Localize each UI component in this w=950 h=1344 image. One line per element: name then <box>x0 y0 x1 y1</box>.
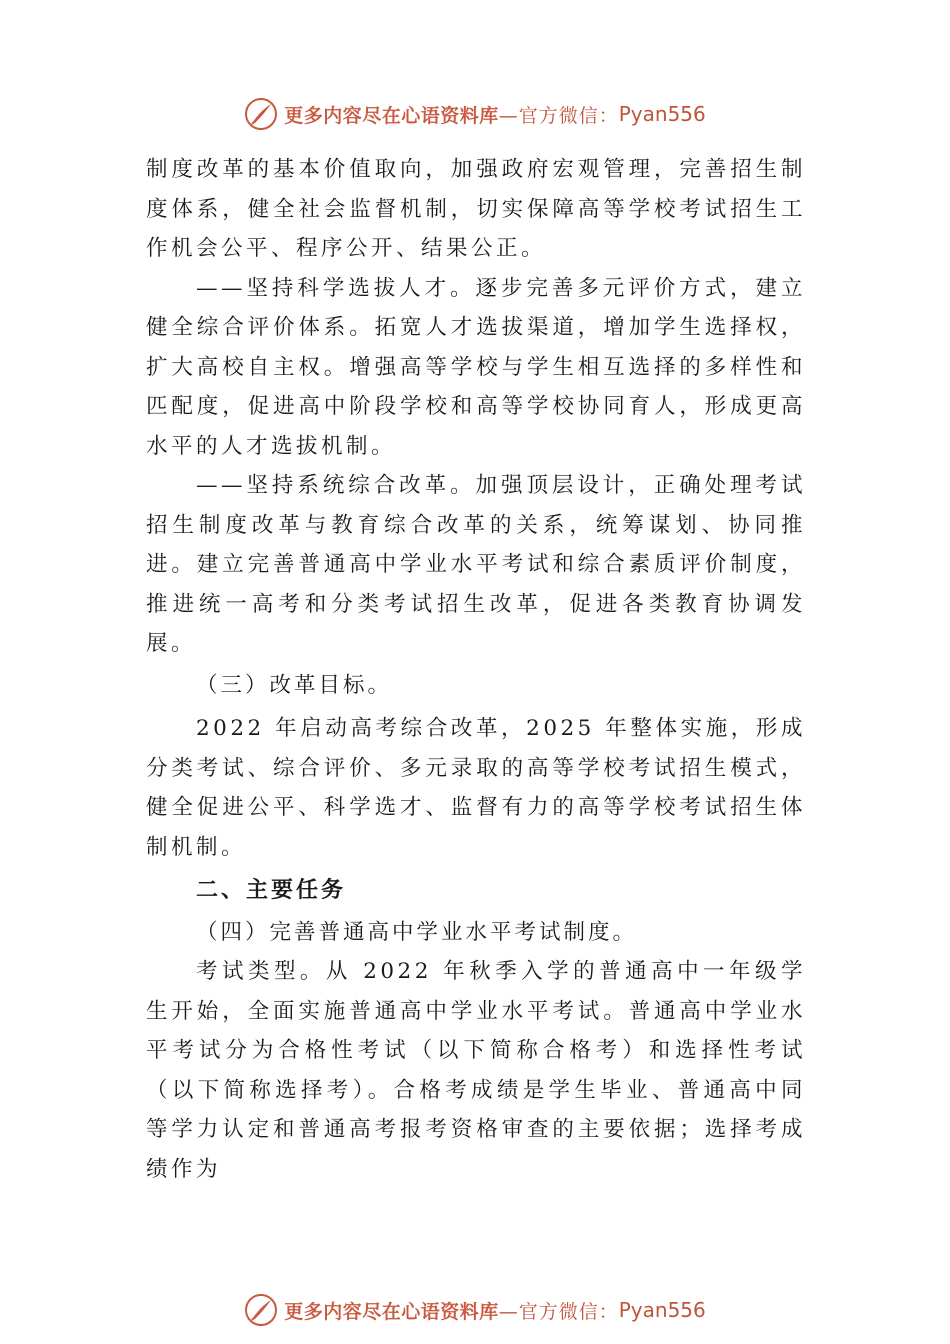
watermark-main-text: 更多内容尽在心语资料库 <box>284 1300 499 1323</box>
watermark-footer <box>0 1290 950 1330</box>
watermark-id-text: Pyan556 <box>618 1298 706 1322</box>
paragraph-continuation: 制度改革的基本价值取向，加强政府宏观管理，完善招生制度体系，健全社会监督机制，切实保障高等学校考试招生工作机会公平、程序公开、结果公正。 <box>146 157 806 261</box>
paragraph-reform-goals: 2022 年启动高考综合改革，2025 年整体实施，形成分类考试、综合评价、多元录取的高等学校考试招生模式，健全促进公平、科学选才、监督有力的高等学校考试招生体制机制。 <box>146 716 806 860</box>
watermark-main-text: 更多内容尽在心语资料库 <box>284 104 499 127</box>
paragraph-exam-types: 考试类型。从 2022 年秋季入学的普通高中一年级学生开始，全面实施普通高中学业水平考试。普通高中学业水平考试分为合格性考试（以下简称合格考）和选择性考试（以下简称选择考）。合格考成绩是学生毕业、普通高中同等学力认定和普通高考报考资格审查的主要依据；选择考成绩作为 <box>146 959 806 1182</box>
quill-logo-icon <box>244 97 278 131</box>
section-heading-reform-goals: （三）改革目标。 <box>196 672 393 698</box>
paragraph-systematic-reform: ——坚持系统综合改革。加强顶层设计，正确处理考试招生制度改革与教育综合改革的关系，统筹谋划、协同推进。建立完善普通高中学业水平考试和综合素质评价制度，推进统一高考和分类考试招生改革，促进各类教育协调发展。 <box>146 473 806 656</box>
paragraph-scientific-selection: ——坚持科学选拔人才。逐步完善多元评价方式，建立健全综合评价体系。拓宽人才选拔渠道，增加学生选择权， 扩大高校自主权。增强高等学校与学生相互选择的多样性和匹配度，促进高中阶段学校和高等学校协同育人，形成更高水平的人才选拔机制。 <box>146 275 806 459</box>
quill-logo-icon <box>244 1293 278 1327</box>
watermark-header <box>0 94 950 134</box>
document-body <box>146 150 806 1189</box>
watermark-id-text: Pyan556 <box>618 102 706 126</box>
chapter-heading-main-tasks: 二、主要任务 <box>196 878 347 903</box>
section-heading-exam-system: （四）完善普通高中学业水平考试制度。 <box>196 919 638 945</box>
watermark-sub-text: —官方微信： <box>498 104 619 127</box>
watermark-sub-text: —官方微信： <box>498 1300 619 1323</box>
